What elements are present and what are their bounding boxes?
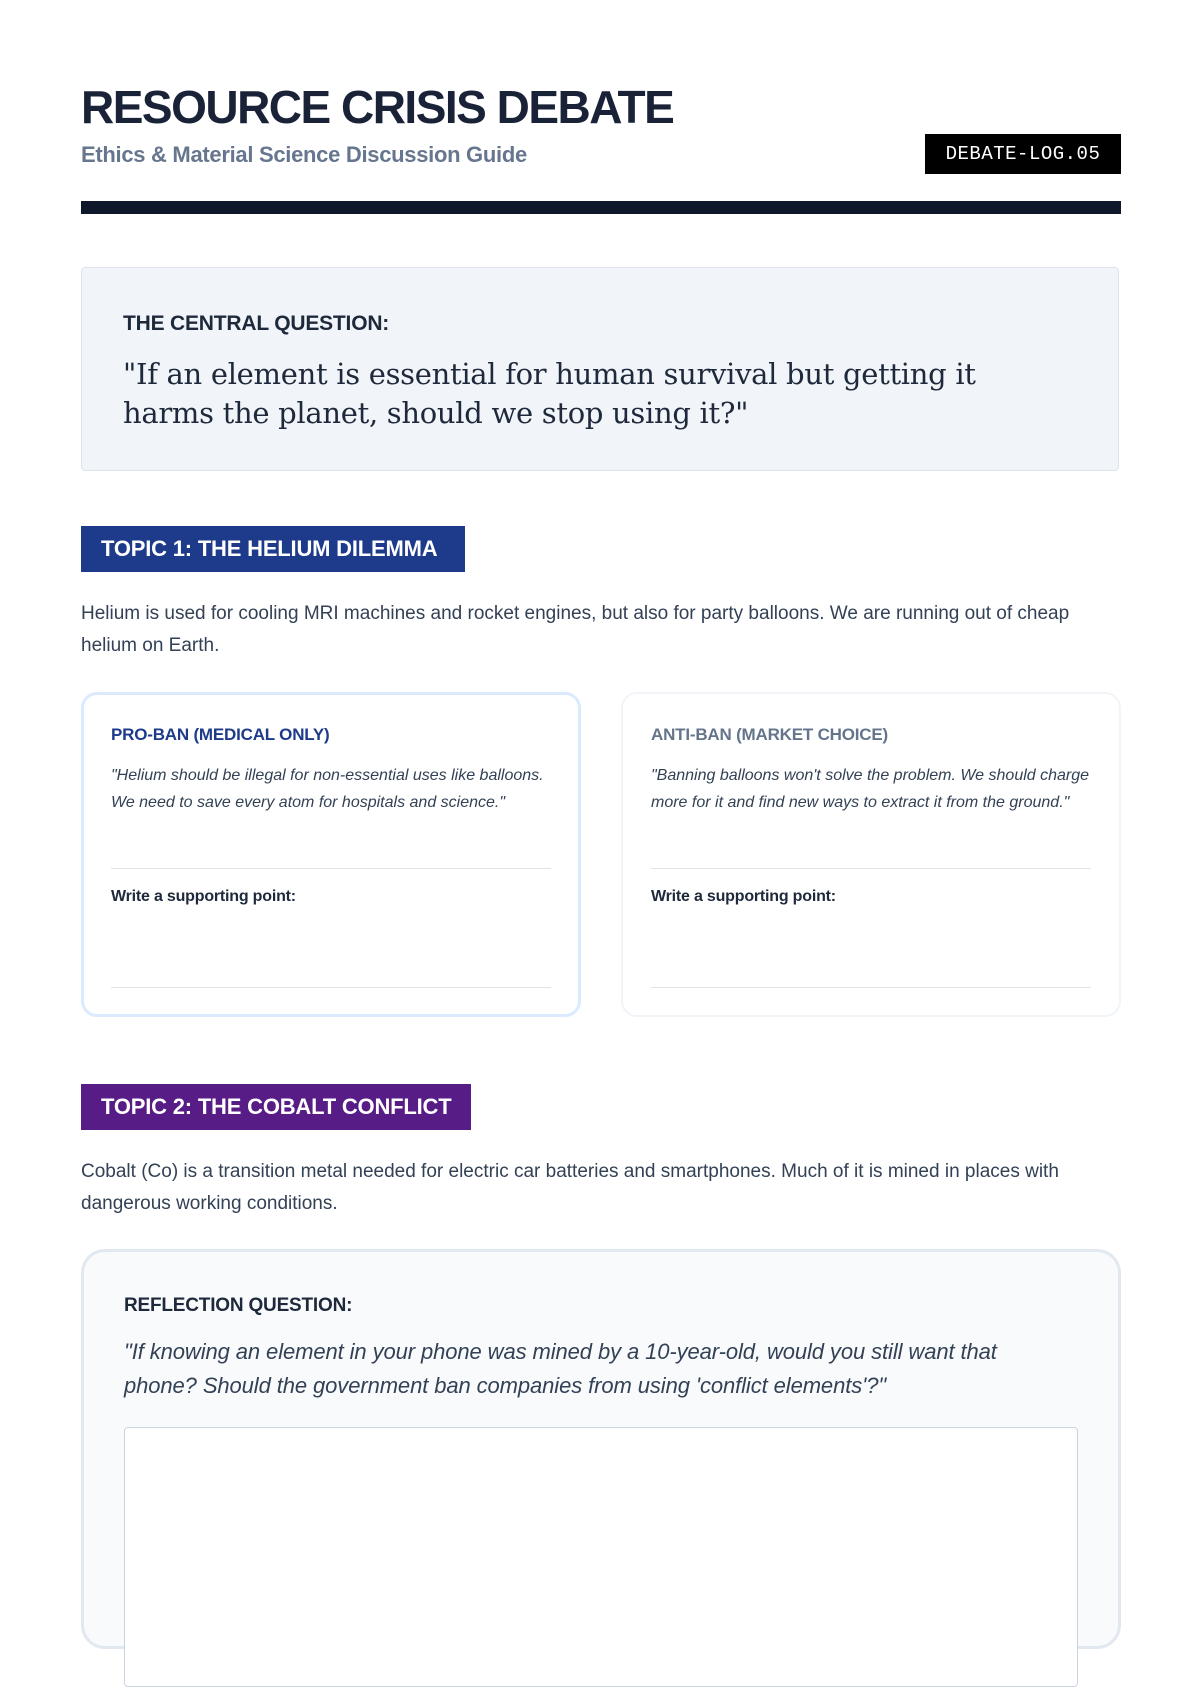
header-divider: [81, 201, 1121, 214]
worksheet-page: [81, 0, 1121, 1398]
central-question-label: THE CENTRAL QUESTION:: [123, 312, 390, 335]
reflection-question-label: REFLECTION QUESTION:: [124, 1295, 353, 1316]
anti-ban-divider: [651, 868, 1091, 869]
central-question-box: [81, 267, 1119, 471]
topic-1-intro: Helium is used for cooling MRI machines and rocket engines, but also for party balloons. We are running out of cheap helium on Earth.: [81, 603, 1070, 656]
anti-ban-prompt: Write a supporting point:: [651, 888, 836, 905]
page-title: RESOURCE CRISIS DEBATE: [81, 81, 674, 133]
topic-2-heading: TOPIC 2: THE COBALT CONFLICT: [81, 1084, 471, 1130]
pro-ban-label: PRO-BAN (MEDICAL ONLY): [111, 725, 330, 744]
reflection-question-text: "If knowing an element in your phone was mined by a 10-year-old, would you still want that phone? Should the government ban companies from using 'conflict elements'?": [124, 1339, 997, 1398]
pro-ban-prompt: Write a supporting point:: [111, 888, 296, 905]
anti-ban-answer-line[interactable]: [651, 987, 1091, 988]
debate-log-badge: DEBATE-LOG.05: [925, 134, 1121, 174]
topic-2-intro: Cobalt (Co) is a transition metal needed for electric car batteries and smartphones. Much of it is mined in places with dangerous working conditions.: [81, 1161, 1059, 1214]
pro-ban-answer-line[interactable]: [111, 987, 551, 988]
pro-ban-card: [81, 692, 581, 1017]
anti-ban-quote: "Banning balloons won't solve the problem. We should charge more for it and find new ways to extract it from the ground.": [651, 767, 1090, 811]
reflection-answer-field[interactable]: [124, 1427, 1078, 1687]
header: [81, 0, 1121, 214]
page-subtitle: Ethics & Material Science Discussion Guide: [81, 142, 527, 167]
anti-ban-label: ANTI-BAN (MARKET CHOICE): [651, 725, 888, 744]
pro-ban-divider: [111, 868, 551, 869]
topic-1-heading: TOPIC 1: THE HELIUM DILEMMA: [81, 526, 465, 572]
pro-ban-quote: "Helium should be illegal for non-essential uses like balloons. We need to save every atom for hospitals and science.": [111, 767, 544, 811]
anti-ban-card: [621, 692, 1121, 1017]
reflection-box: [81, 1249, 1121, 1649]
central-question-text: "If an element is essential for human survival but getting it harms the planet, should we stop using it?": [123, 357, 976, 430]
